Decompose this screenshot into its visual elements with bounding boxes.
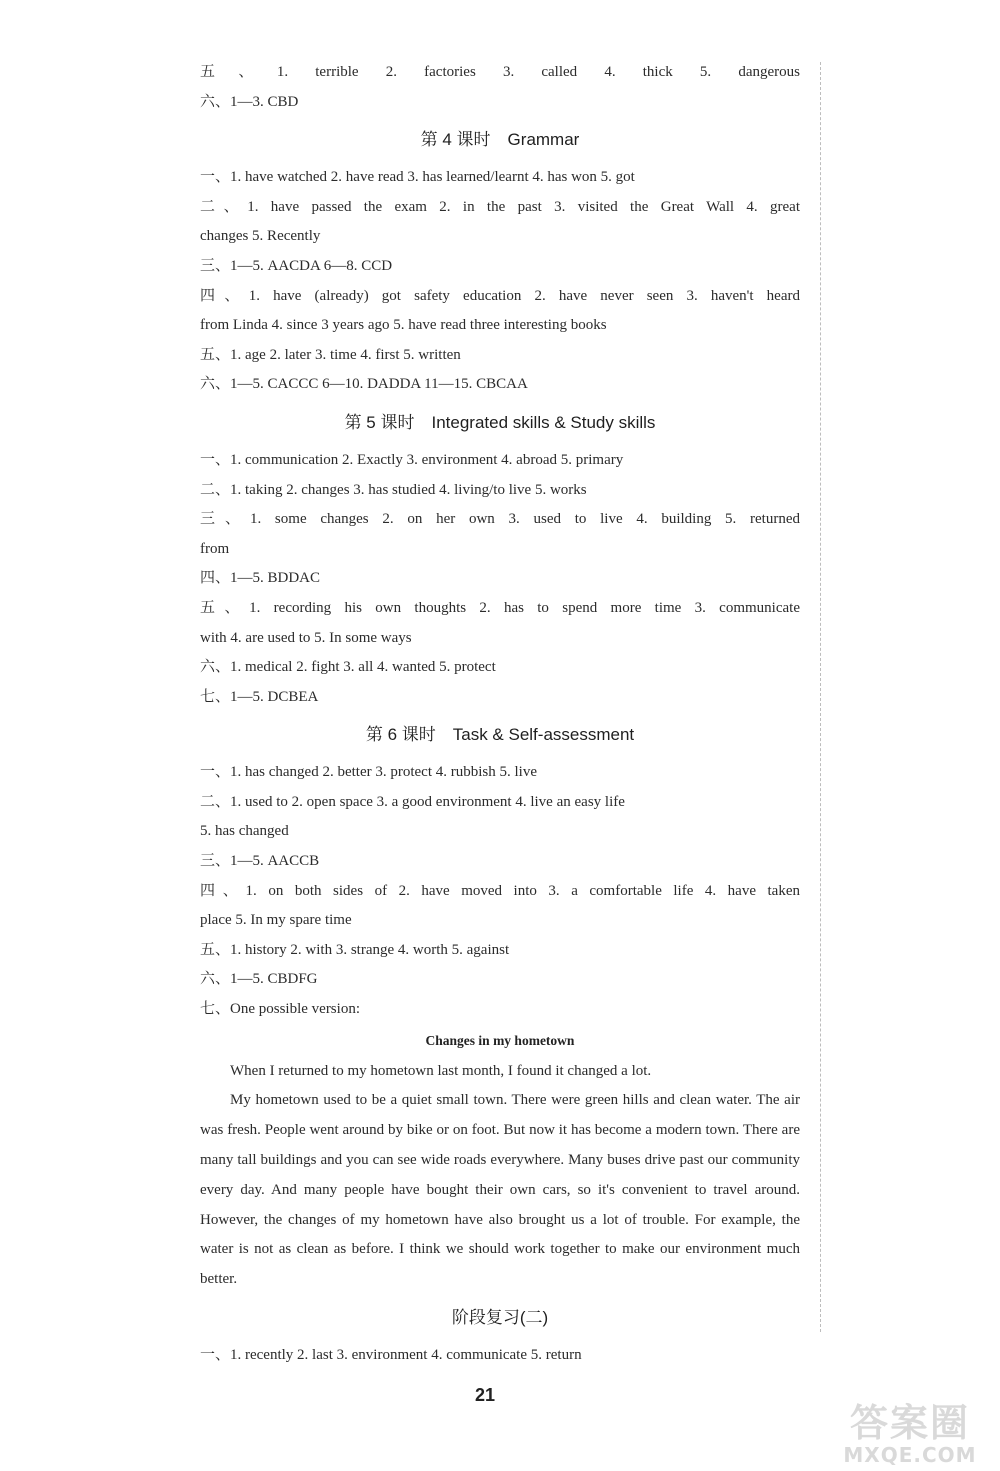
answer-content (200, 58, 800, 1371)
answer-line: 一、1. has changed 2. better 3. protect 4. rubbish 5. live (200, 764, 538, 781)
answer-line: 三、1—5. AACDA 6—8. CCD (200, 257, 393, 274)
answer-line: 一、1. recently 2. last 3. environment 4. communicate 5. return (200, 1347, 582, 1363)
answer-line: from (200, 540, 230, 557)
answer-line: 四、1. on both sides of 2. have moved into 3. a comfortable life 4. have taken (200, 882, 800, 899)
section-heading-lesson-4: 第 4 课时 Grammar (420, 130, 580, 150)
watermark-url: MXQE.COM (843, 1443, 977, 1467)
answer-line: 五、1. terrible 2. factories 3. called 4. thick 5. dangerous (200, 64, 800, 80)
watermark-logo (825, 1402, 995, 1468)
section-heading-lesson-5: 第 5 课时 Integrated skills & Study skills (344, 412, 656, 432)
page-number: 21 (474, 1385, 496, 1405)
essay-title: Changes in my hometown (425, 1032, 575, 1048)
answer-line: 五、1. age 2. later 3. time 4. first 5. written (200, 346, 461, 363)
answer-line: 四、1. have (already) got safety education 2. have never seen 3. haven't heard (200, 287, 800, 304)
answer-line: 四、1—5. BDDAC (200, 570, 321, 587)
answer-line: 六、1—5. CBDFG (200, 971, 318, 988)
answer-line: 二、1. have passed the exam 2. in the past 3. visited the Great Wall 4. great (200, 198, 800, 215)
answer-line: 一、1. have watched 2. have read 3. has learned/learnt 4. has won 5. got (200, 169, 635, 186)
answer-line: 一、1. communication 2. Exactly 3. environment 4. abroad 5. primary (200, 451, 624, 468)
answer-line: 五、1. history 2. with 3. strange 4. worth 5. against (200, 941, 510, 958)
answer-line: 五、1. recording his own thoughts 2. has to spend more time 3. communicate (200, 599, 800, 616)
answer-line: 七、1—5. DCBEA (200, 688, 319, 705)
answer-line: 二、1. used to 2. open space 3. a good environment 4. live an easy life (200, 793, 625, 810)
essay-paragraph: My hometown used to be a quiet small town. There were green hills and clean water. The air was fresh. People went around by bike or on foot. But now it has become a modern town. There are many tall buildings and you can see wide roads everywhere. Many buses drive past our community every day. And many people have bought their own cars, so it's convenient to travel around. However, the changes of my hometown have also brought us a lot of trouble. For example, the water is not as clean as before. I think we should work together to make our environment much better. (200, 1092, 800, 1288)
answer-line: 二、1. taking 2. changes 3. has studied 4. living/to live 5. works (200, 481, 587, 498)
column-divider (820, 62, 821, 1332)
answer-line: place 5. In my spare time (200, 912, 352, 929)
answer-line: 六、1—3. CBD (200, 93, 299, 110)
section-heading-review: 阶段复习(二) (451, 1308, 549, 1327)
answer-line: 三、1—5. AACCB (200, 853, 320, 870)
answer-line: changes 5. Recently (200, 228, 321, 245)
watermark-text: 答案圈 (849, 1401, 970, 1445)
essay-paragraph: When I returned to my hometown last month, I found it changed a lot. (230, 1062, 652, 1079)
answer-line: 七、One possible version: (200, 1001, 360, 1018)
answer-line: with 4. are used to 5. In some ways (200, 629, 412, 646)
answer-line: 5. has changed (200, 823, 289, 840)
essay-body (200, 1057, 800, 1295)
answer-line: 六、1. medical 2. fight 3. all 4. wanted 5. protect (200, 659, 496, 676)
answer-line: 六、1—5. CACCC 6—10. DADDA 11—15. CBCAA (200, 376, 528, 393)
answer-line: from Linda 4. since 3 years ago 5. have read three interesting books (200, 317, 607, 334)
section-heading-lesson-6: 第 6 课时 Task & Self-assessment (365, 725, 635, 745)
answer-line: 三、1. some changes 2. on her own 3. used to live 4. building 5. returned (200, 511, 800, 528)
